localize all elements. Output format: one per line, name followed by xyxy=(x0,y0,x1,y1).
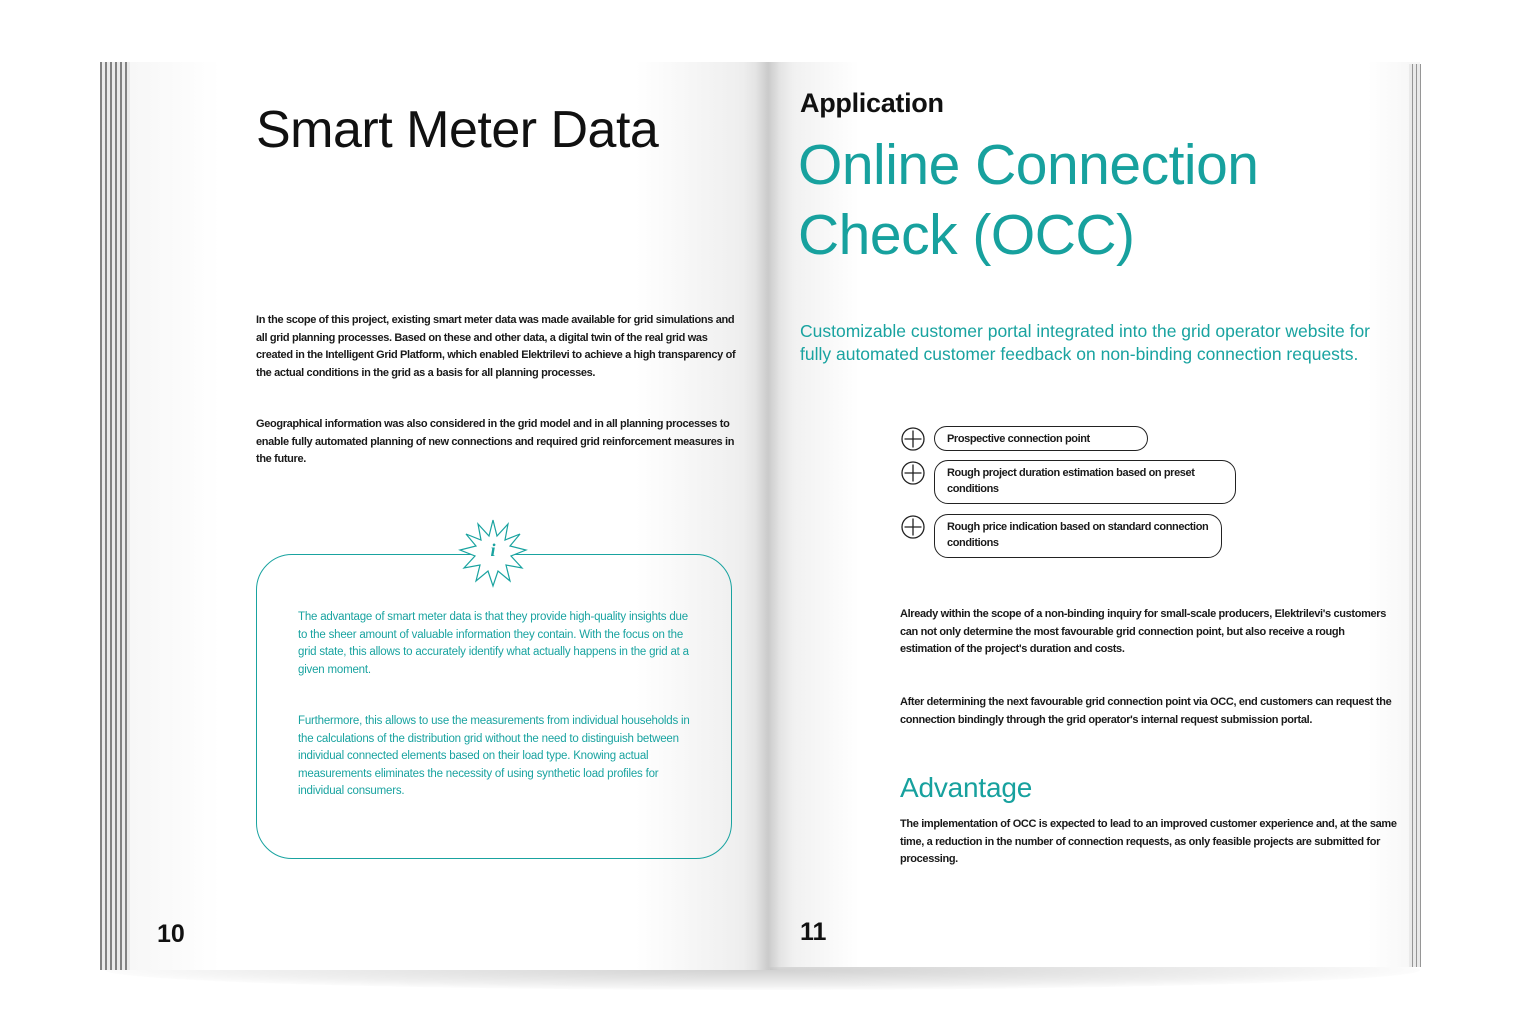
feature-pill: Prospective connection point xyxy=(934,426,1148,451)
plus-circle-icon xyxy=(900,426,926,452)
left-page-title: Smart Meter Data xyxy=(256,101,659,159)
info-icon-letter: i xyxy=(490,540,496,560)
feature-pill: Rough project duration estimation based on preset conditions xyxy=(934,460,1236,504)
book-gutter xyxy=(756,62,780,970)
section-kicker: Application xyxy=(800,88,944,118)
right-page-edges xyxy=(1409,64,1421,967)
feature-pill: Rough price indication based on standard connection conditions xyxy=(934,514,1222,558)
left-page-number: 10 xyxy=(157,920,185,948)
lead-paragraph: Customizable customer portal integrated into the grid operator website for fully automated customer feedback on non-binding connection requests. xyxy=(800,321,1371,364)
left-paragraph-2: Geographical information was also considered in the grid model and in all planning processes to enable fully automated planning of new connections and required grid reinforcement measures in the future. xyxy=(256,418,735,465)
info-paragraph-2: Furthermore, this allows to use the measurements from individual households in the calculations of the distribution grid without the need to distinguish between individual connected elements based on their load type. Knowing actual measurements eliminates the necessity of using synthetic load profiles for individual consumers. xyxy=(298,715,690,797)
right-page-title: Online Connection Check (OCC) xyxy=(798,133,1259,267)
plus-circle-icon xyxy=(900,460,926,486)
advantage-paragraph: The implementation of OCC is expected to lead to an improved customer experience and, at the same time, a reduction in the number of connection requests, as only feasible projects are submitted for processing. xyxy=(900,818,1397,865)
right-page-number: 11 xyxy=(800,918,827,946)
left-page-edges xyxy=(100,62,130,970)
info-box xyxy=(256,554,732,859)
plus-circle-icon xyxy=(900,514,926,540)
right-paragraph-1: Already within the scope of a non-binding inquiry for small-scale producers, Elektrilevi's customers can not only determine the most favourable grid connection point, but also receive a rough estimation of the project's duration and costs. xyxy=(900,608,1386,655)
advantage-heading: Advantage xyxy=(900,772,1033,803)
left-paragraph-1: In the scope of this project, existing smart meter data was made available for grid simulations and all grid planning processes. Based on these and other data, a digital twin of the real grid was created in the Intelligent Grid Platform, which enabled Elektrilevi to achieve a high transparency of the actual conditions in the grid as a basis for all planning processes. xyxy=(256,314,736,379)
right-paragraph-2: After determining the next favourable grid connection point via OCC, end customers can request the connection bindingly through the grid operator's internal request submission portal. xyxy=(900,696,1392,726)
info-paragraph-1: The advantage of smart meter data is that they provide high-quality insights due to the sheer amount of valuable information they contain. With the focus on the grid state, this allows to accurately identify what actually happens in the grid at a given moment. xyxy=(298,611,689,676)
